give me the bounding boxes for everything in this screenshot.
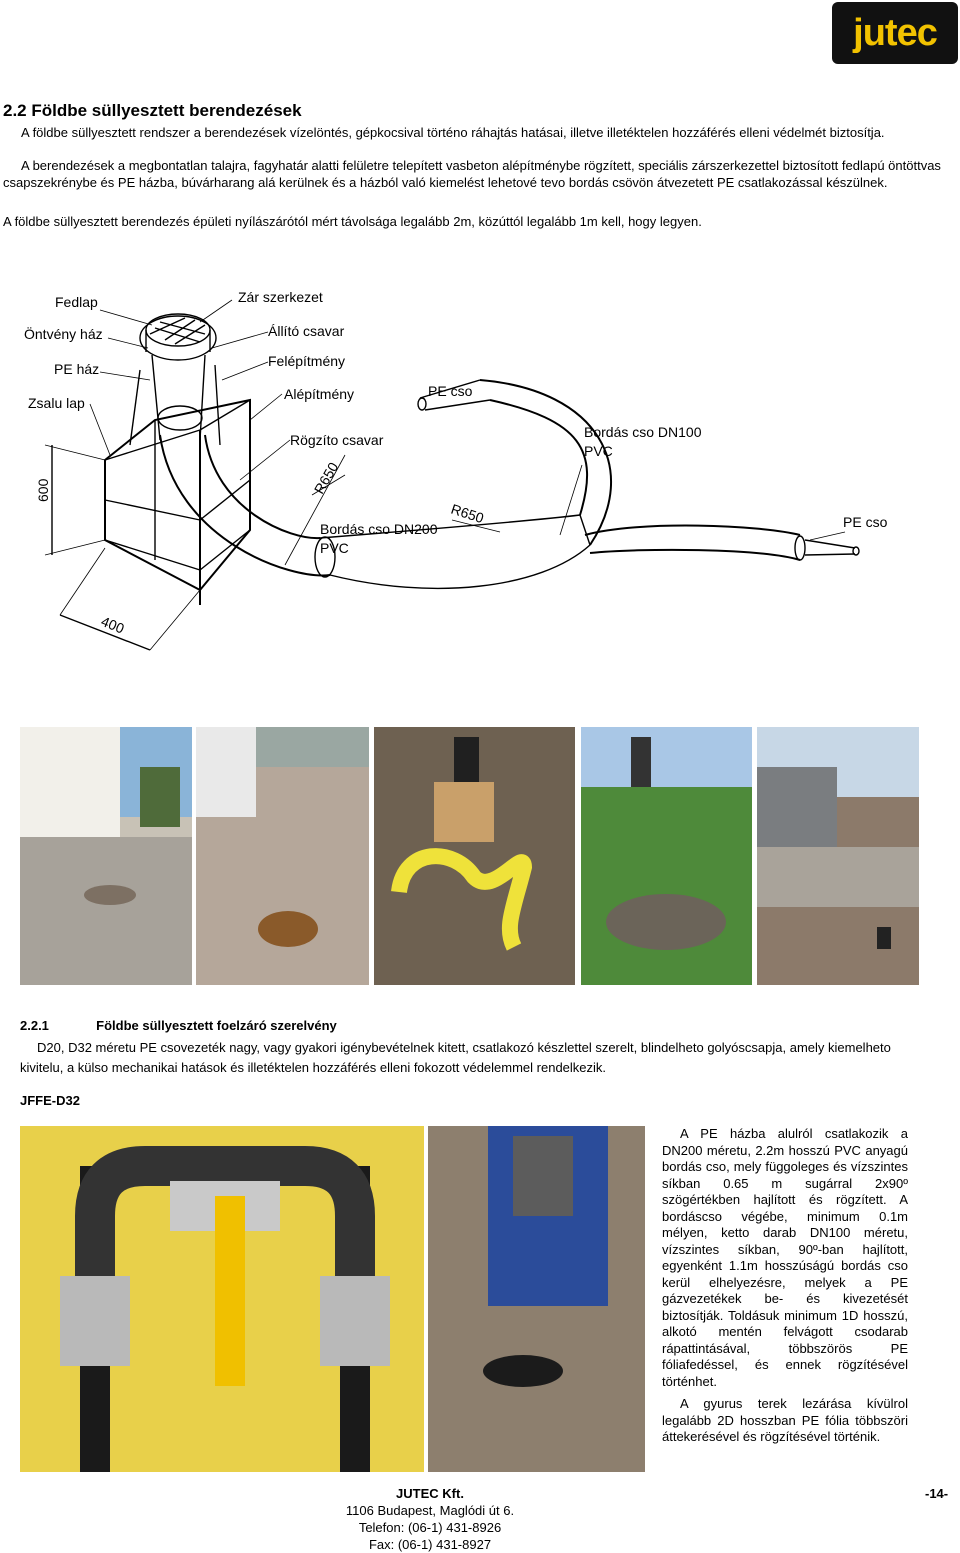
logo-text: jutec: [853, 12, 937, 54]
label-zar: Zár szerkezet: [238, 289, 323, 305]
subsection-title: Földbe süllyesztett foelzáró szerelvény: [96, 1018, 337, 1033]
description-paragraph: A berendezések a megbontatlan talajra, fagyhatár alatti felületre telepített vasbeton alépítménybe rögzített, speciális zárszerkezettel biztosított fedlapú öntöttvas csapszekrénybe és PE házba, búvárharang alá kerülnek és a házból való kiemelést lehetové tevo bordás csövön átvezetett PE csatlakozással készülnek.: [3, 158, 941, 190]
section-heading: 2.2 Földbe süllyesztett berendezések: [3, 101, 302, 120]
footer: [300, 1485, 560, 1553]
subsection-number: 2.2.1: [20, 1018, 49, 1033]
photo-construction: [757, 727, 919, 985]
label-felepitmeny: Felépítmény: [268, 353, 346, 369]
label-alepitmeny: Alépítmény: [284, 386, 355, 402]
footer-company: JUTEC Kft.: [396, 1486, 464, 1501]
label-allito: Állító csavar: [268, 323, 345, 339]
photo-yellow-pipe: [374, 727, 575, 985]
side-description: [662, 1126, 908, 1452]
distance-paragraph: A földbe süllyesztett berendezés épületi nyílászárótól mért távolsága legalább 2m, közúttól legalább 1m kell, hogy legyen.: [3, 214, 702, 229]
label-pe-haz: PE ház: [54, 361, 100, 377]
photo-installer: [428, 1126, 645, 1472]
diagram-drawing: [0, 270, 960, 670]
dim-400: 400: [98, 612, 127, 637]
label-bordas100-b: PVC: [584, 443, 613, 459]
photo-paved-lid: [20, 727, 192, 985]
footer-address: 1106 Budapest, Maglódi út 6.: [345, 1503, 515, 1518]
label-pe-cso-1: PE cso: [428, 383, 473, 399]
footer-phone: Telefon: (06-1) 431-8926: [358, 1520, 502, 1535]
label-rogzito: Rögzíto csavar: [290, 432, 384, 448]
photo-valve: [20, 1126, 424, 1472]
photo-grass-lid: [581, 727, 752, 985]
label-ontveny: Öntvény ház: [24, 326, 103, 342]
side-paragraph-1: A PE házba alulról csatlakozik a DN200 méretu, 2.2m hosszú PVC anyagú bordás cso, mely függoleges és vízszintes síkban 0.65 m sugárral 2x90º szögértékben hajlított és rögzített. A bordáscso végébe, minimum 0.1m mélyen, ketto darab DN100 méretu, vízszintes síkban, 90º-ban hajlított, egyenként 1.1m hosszúságú bordás cso kerül elhelyezésre, melyek a PE gázvezetékek be- és kivezetését biztosítják. Toldásuk minimum 1D hosszú, alkotó mentén felvágott csodarab rápattintásával, többszörös PE fóliafedéssel, és ennek rögzítésével történhet.: [662, 1126, 908, 1389]
subsection-paragraph: D20, D32 méretu PE csovezeték nagy, vagy gyakori igénybevételnek kitett, csatlakozó készlettel szerelt, blindelheto golyóscsapja, amely kiemelheto kivitelu, a külso mechanikai hatások és illetéktelen hozzáférés elleni fokozott védelemmel rendelkezik.: [20, 1040, 891, 1075]
dim-600: 600: [35, 478, 51, 502]
label-zsalu: Zsalu lap: [28, 395, 85, 411]
label-pe-cso-2: PE cso: [843, 514, 888, 530]
side-paragraph-2: A gyurus terek lezárása kívülrol legalább 2D hosszban PE fólia többszöri áttekerésével és rögzítésével történik.: [662, 1396, 908, 1444]
intro-paragraph: A földbe süllyesztett rendszer a berendezések vízelöntés, gépkocsival történo ráhajtás hatásai, illetve illetéktelen hozzáférés elleni védelmét biztosítja.: [21, 125, 885, 140]
label-bordas200-a: Bordás cso DN200: [320, 521, 438, 537]
label-bordas200-b: PVC: [320, 540, 349, 556]
installation-diagram: [0, 270, 960, 670]
subsection-title-block: [20, 1018, 337, 1033]
dim-r650-a: R650: [310, 459, 342, 497]
label-fedlap: Fedlap: [55, 294, 98, 310]
dim-r650-b: R650: [449, 500, 486, 527]
jutec-logo: [832, 2, 958, 64]
footer-fax: Fax: (06-1) 431-8927: [368, 1537, 492, 1552]
page-number: -14-: [925, 1486, 949, 1501]
product-code: JFFE-D32: [20, 1093, 80, 1108]
label-bordas100-a: Bordás cso DN100: [584, 424, 702, 440]
photo-car-lid: [196, 727, 369, 985]
